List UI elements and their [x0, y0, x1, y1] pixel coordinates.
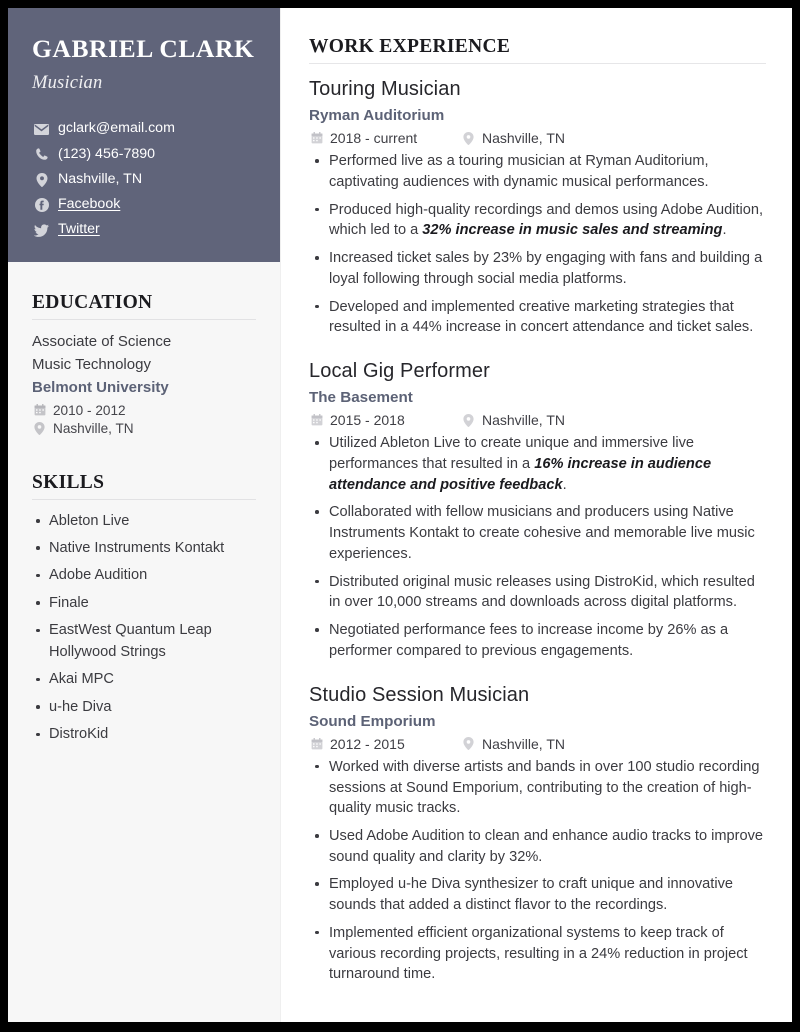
job-meta — [309, 736, 766, 752]
skills-list — [32, 511, 256, 747]
envelope-icon — [32, 124, 51, 135]
contact-row[interactable] — [32, 221, 256, 239]
job-bullet — [309, 248, 766, 289]
sidebar — [8, 8, 280, 1022]
calendar-icon — [309, 414, 324, 426]
education-entry — [32, 331, 256, 436]
resume-page — [8, 8, 792, 1022]
twitter-icon — [32, 224, 51, 237]
job-location-row — [461, 130, 565, 146]
job-bullet — [309, 874, 766, 915]
education-field: Music Technology — [32, 355, 151, 373]
job-title: Touring Musician — [309, 78, 461, 100]
candidate-job-title: Musician — [32, 73, 103, 94]
skill-item: DistroKid — [32, 724, 256, 746]
contact-row — [32, 171, 256, 189]
calendar-icon — [309, 738, 324, 750]
sidebar-header — [8, 8, 280, 262]
main-column — [280, 8, 792, 1022]
job-location: Nashville, TN — [482, 130, 565, 147]
job-entry — [309, 76, 766, 338]
bullet-text: . — [722, 222, 727, 239]
job-bullet — [309, 757, 766, 819]
bullet-text: Utilized Ableton Live to create unique and immersive live performances that resulted in a — [329, 435, 695, 473]
job-meta — [309, 412, 766, 428]
skill-item: Finale — [32, 593, 256, 615]
contact-list — [32, 120, 256, 239]
skill-item: Akai MPC — [32, 669, 256, 691]
job-dates-row — [309, 412, 461, 428]
map-pin-icon — [32, 173, 51, 187]
job-bullet — [309, 620, 766, 661]
job-bullet — [309, 502, 766, 564]
education-dates-row — [32, 403, 256, 418]
map-pin-icon — [32, 422, 47, 435]
bullet-text: Performed live as a touring musician at Ryman Auditorium, captivating audiences with dynamic musical performances. — [329, 153, 709, 190]
contact-row — [32, 120, 256, 138]
contact-label: (123) 456-7890 — [58, 145, 156, 162]
contact-label: gclark@email.com — [58, 120, 175, 137]
bullet-text: Used Adobe Audition to clean and enhance audio tracks to improve sound quality and clarity by 32%. — [329, 827, 764, 865]
bullet-text: Produced high-quality recordings and demos using Adobe Audition, which led to a — [329, 201, 764, 239]
contact-label[interactable]: Twitter — [58, 221, 100, 238]
education-heading: EDUCATION — [32, 292, 256, 320]
bullet-text: Distributed original music releases using DistroKid, which resulted in over 10,000 streams and downloads across digital platforms. — [329, 573, 755, 611]
education-location-row — [32, 421, 256, 436]
job-dates-row — [309, 736, 461, 752]
job-entry — [309, 682, 766, 985]
job-bullet — [309, 433, 766, 495]
job-location-row — [461, 736, 565, 752]
bullet-highlight: 16% increase in audience attendance and positive feedback — [329, 456, 712, 493]
job-bullet-list — [309, 151, 766, 338]
contact-row — [32, 146, 256, 164]
job-location-row — [461, 412, 565, 428]
education-dates: 2010 - 2012 — [53, 402, 126, 418]
job-meta — [309, 130, 766, 146]
job-location: Nashville, TN — [482, 412, 565, 429]
job-bullet — [309, 572, 766, 613]
skill-item: u-he Diva — [32, 697, 256, 719]
job-company: Sound Emporium — [309, 712, 436, 730]
job-dates: 2018 - current — [330, 130, 418, 147]
sidebar-body — [8, 262, 280, 746]
education-school: Belmont University — [32, 379, 169, 396]
phone-icon — [32, 148, 51, 161]
bullet-text: Worked with diverse artists and bands in over 100 studio recording sessions at Sound Emporium, contributing to the creation of high-quality music tracks. — [329, 758, 760, 817]
candidate-name: GABRIEL CLARK — [32, 34, 255, 63]
facebook-icon — [32, 198, 51, 212]
calendar-icon — [32, 404, 47, 416]
contact-label[interactable]: Facebook — [58, 196, 121, 213]
education-degree: Associate of Science — [32, 333, 172, 350]
job-dates-row — [309, 130, 461, 146]
map-pin-icon — [461, 132, 476, 145]
work-experience-heading: WORK EXPERIENCE — [309, 36, 766, 64]
skills-heading: SKILLS — [32, 472, 256, 500]
job-list — [309, 76, 766, 985]
job-entry — [309, 358, 766, 661]
contact-row[interactable] — [32, 196, 256, 214]
contact-label: Nashville, TN — [58, 170, 143, 187]
job-bullet — [309, 826, 766, 867]
bullet-highlight: 32% increase in music sales and streaming — [422, 222, 723, 239]
calendar-icon — [309, 132, 324, 144]
job-dates: 2015 - 2018 — [330, 412, 405, 429]
bullet-text: Developed and implemented creative marketing strategies that resulted in a 44% increase in concert attendance and ticket sales. — [329, 298, 754, 336]
job-company: Ryman Auditorium — [309, 107, 445, 124]
job-company: The Basement — [309, 389, 413, 407]
job-bullet — [309, 923, 766, 985]
bullet-text: Collaborated with fellow musicians and producers using Native Instruments Kontakt to create cohesive and memorable live music experiences. — [329, 504, 755, 562]
bullet-text: Increased ticket sales by 23% by engaging with fans and building a loyal following through social media platforms. — [329, 250, 763, 287]
skill-item: Adobe Audition — [32, 565, 256, 587]
job-bullet — [309, 297, 766, 338]
map-pin-icon — [461, 737, 476, 750]
bullet-text: Implemented efficient organizational systems to keep track of various recording projects, resulting in a 24% reduction in project turnaround time. — [329, 924, 748, 983]
map-pin-icon — [461, 414, 476, 427]
job-bullet — [309, 151, 766, 192]
job-dates: 2012 - 2015 — [330, 735, 405, 752]
job-title: Local Gig Performer — [309, 360, 490, 383]
education-location: Nashville, TN — [53, 420, 134, 436]
job-location: Nashville, TN — [482, 735, 565, 752]
skill-item: EastWest Quantum Leap Hollywood Strings — [32, 620, 256, 664]
bullet-text: Negotiated performance fees to increase income by 26% as a performer compared to previous engagements. — [329, 622, 729, 659]
skill-item: Ableton Live — [32, 511, 256, 533]
bullet-text: . — [562, 476, 567, 493]
job-title: Studio Session Musician — [309, 683, 530, 706]
job-bullet-list — [309, 757, 766, 985]
job-bullet — [309, 200, 766, 241]
bullet-text: Employed u-he Diva synthesizer to craft unique and innovative sounds that added a distinct flavor to the recordings. — [329, 876, 733, 914]
job-bullet-list — [309, 433, 766, 661]
skill-item: Native Instruments Kontakt — [32, 538, 256, 560]
